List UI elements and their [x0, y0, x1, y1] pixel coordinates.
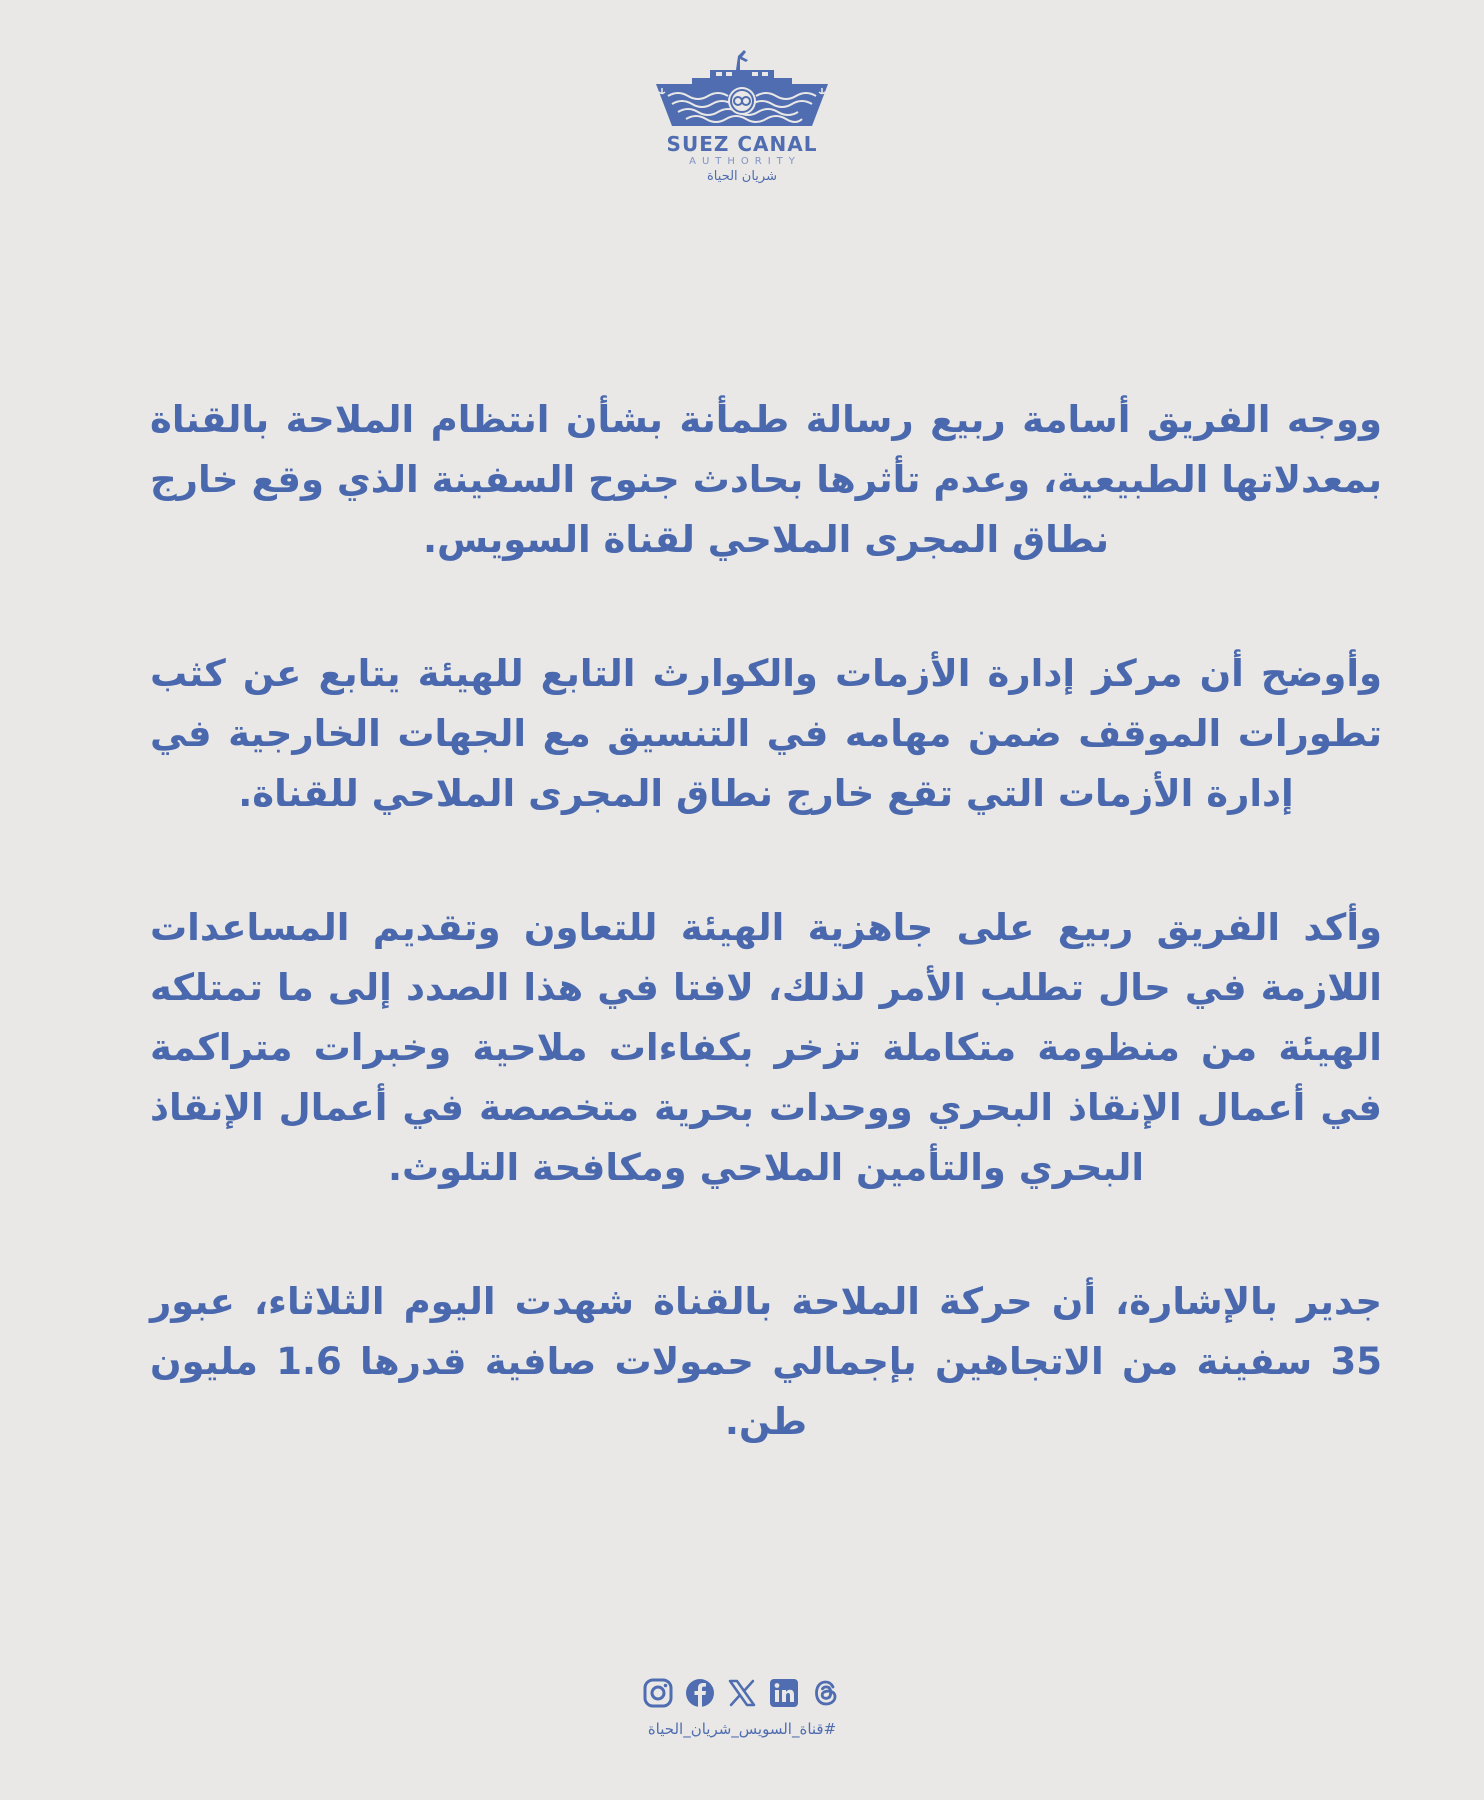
hashtag[interactable]: #قناة_السويس_شريان_الحياة: [647, 1720, 837, 1738]
facebook-icon[interactable]: [683, 1676, 717, 1710]
logo-arabic-slogan: شريان الحياة: [707, 169, 777, 184]
logo-title: SUEZ CANAL: [666, 132, 818, 156]
instagram-icon[interactable]: [641, 1676, 675, 1710]
social-icons-row: [641, 1676, 843, 1710]
logo-subtitle: AUTHORITY: [689, 156, 801, 167]
social-footer: [0, 1676, 1484, 1738]
article-body: [150, 390, 1382, 1452]
x-icon[interactable]: [725, 1676, 759, 1710]
paragraph-3: وأكد الفريق ربيع على جاهزية الهيئة للتعاون وتقديم المساعدات اللازمة في حال تطلب الأمر لذلك، لافتا في هذا الصدد إلى ما تمتلكه الهيئة من منظومة متكاملة تزخر بكفاءات ملاحية وخبرات متراكمة في أعمال الإنقاذ البحري ووحدات بحرية متخصصة في أعمال الإنقاذ البحري والتأمين الملاحي ومكافحة التلوث.: [150, 906, 1382, 1189]
suez-canal-logo: [0, 48, 1484, 186]
linkedin-icon[interactable]: [767, 1676, 801, 1710]
paragraph-1: ووجه الفريق أسامة ربيع رسالة طمأنة بشأن انتظام الملاحة بالقناة بمعدلاتها الطبيعية، وعدم تأثرها بحادث جنوح السفينة الذي وقع خارج نطاق المجرى الملاحي لقناة السويس.: [150, 398, 1382, 561]
ship-emblem-icon: [652, 48, 832, 128]
paragraph-2: وأوضح أن مركز إدارة الأزمات والكوارث التابع للهيئة يتابع عن كثب تطورات الموقف ضمن مهامه في التنسيق مع الجهات الخارجية في إدارة الأزمات التي تقع خارج نطاق المجرى الملاحي للقناة.: [150, 652, 1382, 815]
paragraph-4: جدير بالإشارة، أن حركة الملاحة بالقناة شهدت اليوم الثلاثاء، عبور 35 سفينة من الاتجاهين بإجمالي حمولات صافية قدرها 1.6 مليون طن.: [150, 1280, 1382, 1443]
threads-icon[interactable]: [809, 1676, 843, 1710]
